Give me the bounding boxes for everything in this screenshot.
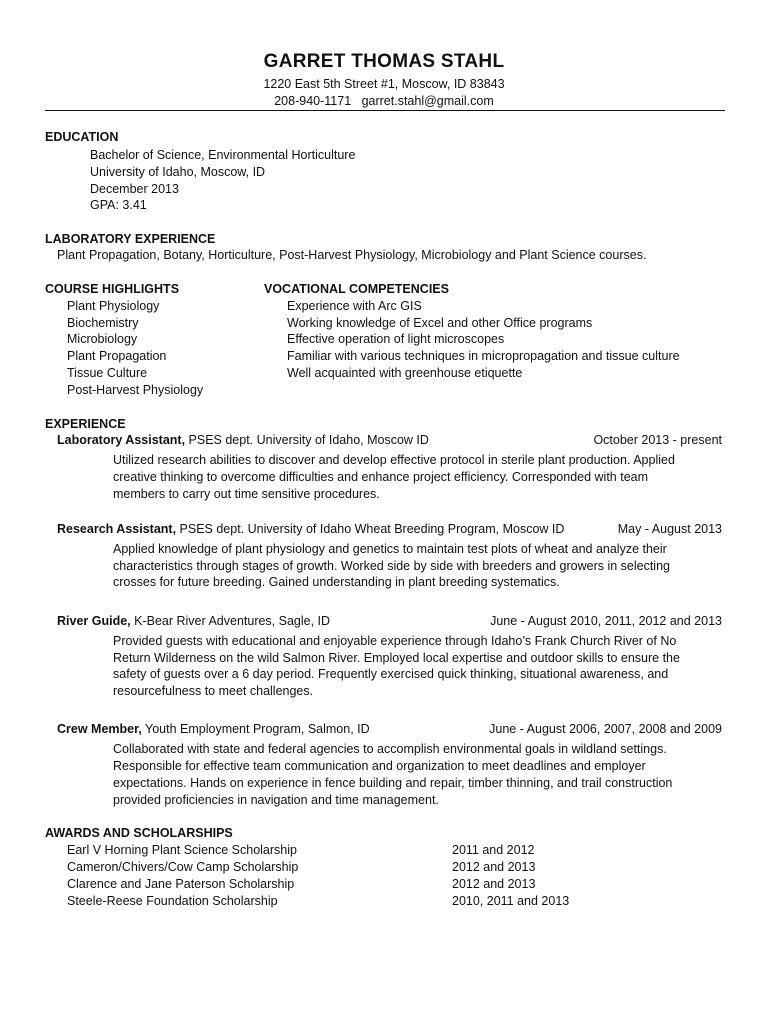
job-dates: June - August 2006, 2007, 2008 and 2009 [489,722,722,736]
awards-heading: AWARDS AND SCHOLARSHIPS [45,826,233,840]
award-name: Cameron/Chivers/Cow Camp Scholarship [67,860,299,874]
course-highlights-heading: COURSE HIGHLIGHTS [45,282,180,296]
job-description-line: crosses for future breeding. Gained understanding in plant breeding systematics. [113,575,560,589]
degree-line: Bachelor of Science, Environmental Horticulture [90,148,356,162]
course-item: Biochemistry [67,316,139,330]
vocational-heading: VOCATIONAL COMPETENCIES [264,282,449,296]
job-org: PSES dept. University of Idaho, Moscow ID [188,433,429,447]
school-line: University of Idaho, Moscow, ID [90,165,266,179]
job-dates: October 2013 - present [593,433,722,447]
job-org: K-Bear River Adventures, Sagle, ID [134,614,331,628]
education-heading: EDUCATION [45,130,119,144]
job-description-line: safety of guests over a 6 day period. Frequently exercised quick thinking, situational awareness, and [113,667,669,681]
competency-item: Experience with Arc GIS [287,299,422,313]
award-name: Steele-Reese Foundation Scholarship [67,894,278,908]
award-name: Earl V Horning Plant Science Scholarship [67,843,297,857]
job-org: Youth Employment Program, Salmon, ID [145,722,370,736]
award-years: 2012 and 2013 [452,877,536,891]
job-description-line: Utilized research abilities to discover and develop effective protocol in sterile plant production. Applied [113,453,675,467]
job-title-line [57,721,370,738]
competency-item: Effective operation of light microscopes [287,332,505,346]
job-description-line: expectations. Hands on experience in fence building and repair, timber thinning, and trail construction [113,776,673,790]
job-description-line: Collaborated with state and federal agencies to accomplish environmental goals in wildland settings. [113,742,667,756]
graduation-date: December 2013 [90,182,179,196]
course-item: Tissue Culture [67,366,148,380]
job-description-line: Return Wilderness on the wild Salmon River. Employed local expertise and outdoor skills to ensure the [113,651,680,665]
job-title: Research Assistant, [57,522,177,536]
competency-item: Working knowledge of Excel and other Office programs [287,316,593,330]
lab-experience-text: Plant Propagation, Botany, Horticulture, Post-Harvest Physiology, Microbiology and Plant Science courses. [57,248,647,262]
competency-item: Well acquainted with greenhouse etiquette [287,366,523,380]
competency-item: Familiar with various techniques in micropropagation and tissue culture [287,349,680,363]
job-title-line [57,521,564,538]
gpa-line: GPA: 3.41 [90,198,147,212]
resume-name: GARRET THOMAS STAHL [263,51,505,72]
job-description-line: resourcefulness to meet challenges. [113,684,314,698]
job-title: River Guide, [57,614,131,628]
job-description-line: Responsible for effective team communication and organization to meet deadlines and employer [113,759,646,773]
job-description-line: provided proficiencies in navigation and time management. [113,793,439,807]
job-description-line: members to carry out time sensitive procedures. [113,487,380,501]
job-title-line [57,613,330,630]
course-item: Microbiology [67,332,138,346]
job-dates: May - August 2013 [617,522,722,536]
email-address: garret.stahl@gmail.com [361,94,494,108]
award-years: 2011 and 2012 [452,843,535,857]
job-description-line: characteristics through stages of growth. Worked side by side with breeders and growers in selecting [113,559,670,573]
address-line: 1220 East 5th Street #1, Moscow, ID 83843 [263,77,505,91]
award-years: 2010, 2011 and 2013 [452,894,570,908]
award-name: Clarence and Jane Paterson Scholarship [67,877,295,891]
lab-experience-heading: LABORATORY EXPERIENCE [45,232,216,246]
experience-heading: EXPERIENCE [45,417,126,431]
job-description-line: Provided guests with educational and enjoyable experience through Idaho’s Frank Church River of No [113,634,677,648]
job-title: Crew Member, [57,722,142,736]
course-item: Post-Harvest Physiology [67,383,204,397]
job-title: Laboratory Assistant, [57,433,186,447]
job-org: PSES dept. University of Idaho Wheat Breeding Program, Moscow ID [179,522,565,536]
job-description-line: Applied knowledge of plant physiology and genetics to maintain test plots of wheat and analyze their [113,542,667,556]
award-years: 2012 and 2013 [452,860,536,874]
course-item: Plant Propagation [67,349,167,363]
header-divider [45,110,725,111]
phone-number: 208-940-1171 [274,94,352,108]
job-description-line: creative thinking to overcome difficulties and enhance project efficiency. Corresponded with team [113,470,649,484]
course-item: Plant Physiology [67,299,160,313]
job-dates: June - August 2010, 2011, 2012 and 2013 [490,614,722,628]
job-title-line [57,432,429,449]
contact-line [0,93,768,110]
